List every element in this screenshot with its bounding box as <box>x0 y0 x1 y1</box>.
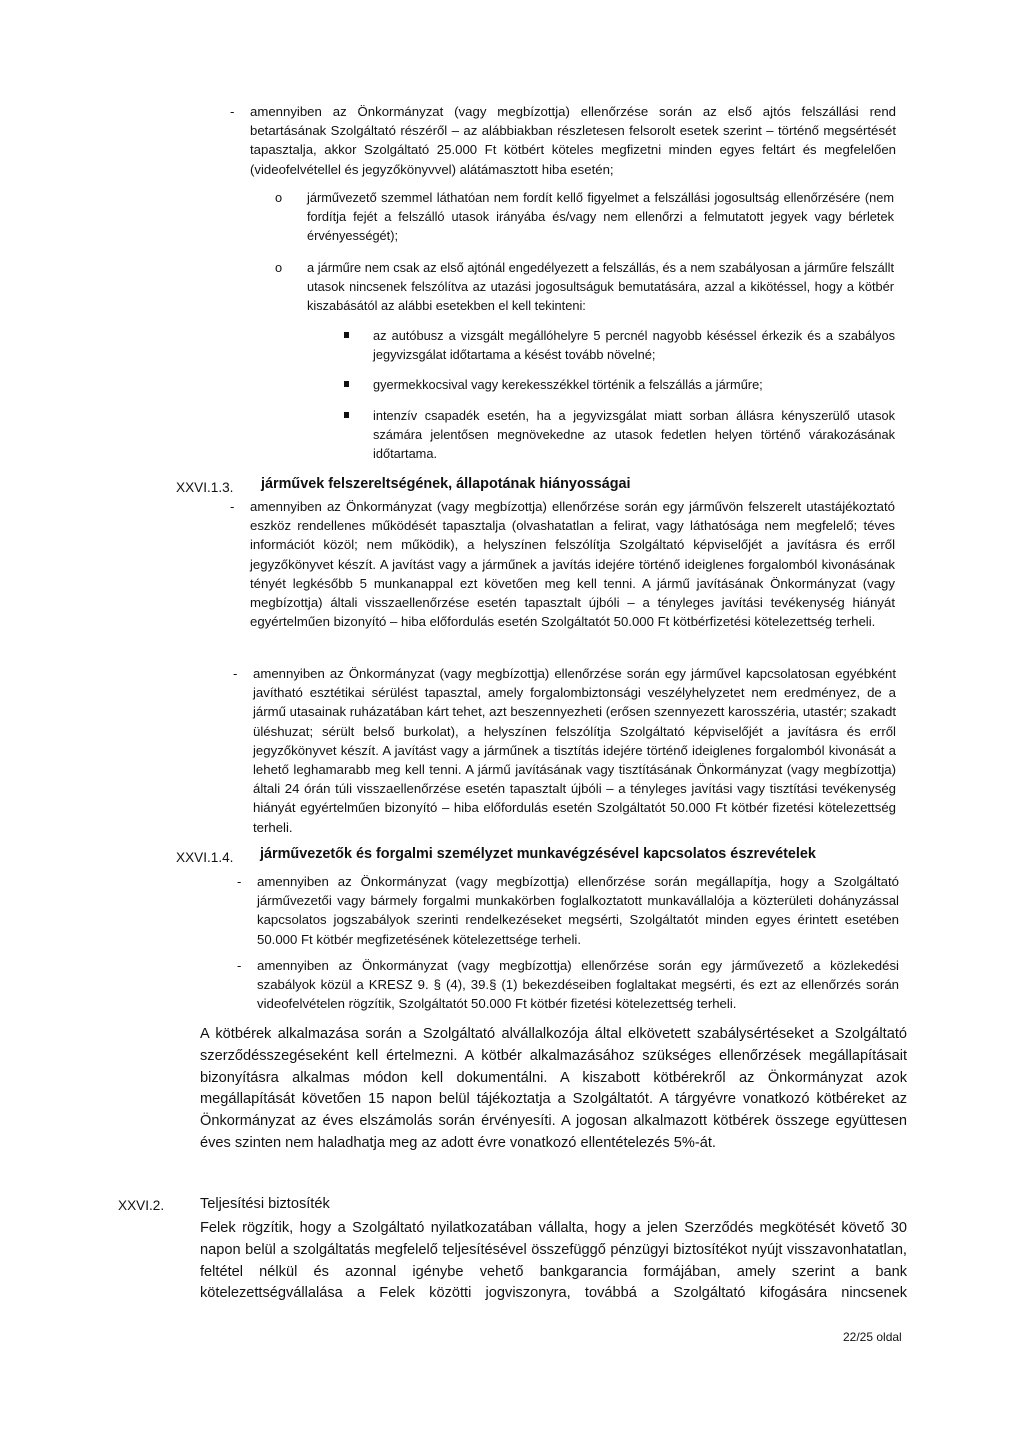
guarantee-paragraph: Felek rögzítik, hogy a Szolgáltató nyilatkozatában vállalta, hogy a jelen Szerződés megkötését követő 30 napon belül a szolgáltatás megfelelő teljesítésével összefüggő pénzügyi biztosítékot nyújt visszavonhatatlan, feltétel nélkül és azonnal igénybe vehető bankgarancia formájában, amely szerint a bank kötelezettségvállalása a Felek közötti jogviszonyra, továbbá a Szolgáltató kifogására nincsenek <box>200 1220 907 1302</box>
list-item <box>237 956 899 1014</box>
section-title: járművek felszereltségének, állapotának hiányosságai <box>261 476 631 492</box>
list-item-text: amennyiben az Önkormányzat (vagy megbízottja) ellenőrzése során megállapítja, hogy a Szolgáltató járművezetői vagy bármely forgalmi munkakörben foglalkoztatott munkavállalója a közterületi dohányzással kapcsolatos jogszabályok szerinti rendelkezéseket megsérti, Szolgáltatót minden egyes érintett esetében 50.000 Ft kötbér megfizetésének kötelezettsége terheli. <box>257 874 899 947</box>
list-item-text: a járműre nem csak az első ajtónál engedélyezett a felszállás, és a nem szabályosan a járműre felszállt utasok nincsenek felszólítva az utazási jogosultságuk bemutatására, azzal a kikötéssel, hogy a kötbér kiszabásától az alábbi esetekben el kell tekinteni: <box>307 260 894 313</box>
page-number: 22/25 oldal <box>843 1330 902 1344</box>
list-item-text: amennyiben az Önkormányzat (vagy megbízottja) ellenőrzése során egy járművön felszerelt utastájékoztató eszköz rendellenes működését tapasztalja (olvashatatlan a felirat, vagy láthatósága nem megfelelő; téves információt közöl; nem működik), a helyszínen felszólítja Szolgáltató képviselőjét a javításra és erről jegyzőkönyvet készít. A javítást vagy a járműnek a javítás idejére történő ideiglenes forgalomból kivonásának tényét legkésőbb 5 munkanappal ezt követően meg kell tenni. A jármű javításának Önkormányzat (vagy megbízottja) általi visszaellenőrzése esetén tapasztalt újbóli – a tényleges javítási tevékenység hiányát egyértelműen bizonyító – hiba előfordulás esetén Szolgáltatót 50.000 Ft kötbérfizetési kötelezettség terheli. <box>250 499 895 630</box>
dash-bullet: - <box>237 958 242 973</box>
circle-bullet: o <box>275 260 283 275</box>
square-bullet-icon <box>344 381 349 387</box>
circle-bullet: o <box>275 190 283 205</box>
list-item-text: amennyiben az Önkormányzat (vagy megbízottja) ellenőrzése során egy járművel kapcsolatosan egyébként javítható esztétikai sérülést tapasztal, amely forgalombiztonsági veszélyhelyzetet nem eredményez, de a jármű utasainak ruházatában kárt tehet, azt beszennyezheti (erősen szennyezett karosszéria, utastér; szakadt üléshuzat; sérült belső burkolat), a helyszínen felszólítja Szolgáltató képviselőjét a javításra és erről jegyzőkönyvet készít. A javítást vagy a járműnek a tisztítás idejére történő ideiglenes forgalomból kivonását a lehető leghamarabb meg kell tenni. A jármű javításának vagy tisztításának Önkormányzat (vagy megbízottja) általi 24 órán túli visszaellenőrzése esetén tapasztalt újbóli – a tényleges javítási vagy tisztítási tevékenység hiányát egyértelműen bizonyító – hiba előfordulás esetén Szolgáltatót 50.000 Ft kötbér fizetési kötelezettség terheli. <box>253 666 896 835</box>
list-item <box>275 258 894 315</box>
dash-bullet: - <box>237 874 242 889</box>
dash-bullet: - <box>233 666 238 681</box>
list-item-text: az autóbusz a vizsgált megállóhelyre 5 percnél nagyobb késéssel érkezik és a szabályos jegyvizsgálat időtartama a késést tovább növelné; <box>373 328 895 362</box>
list-item <box>233 664 896 837</box>
square-bullet-icon <box>344 332 349 338</box>
list-item <box>373 406 895 463</box>
list-item <box>275 188 894 245</box>
list-item-text: amennyiben az Önkormányzat (vagy megbízottja) ellenőrzése során egy járművezető a közlekedési szabályok közül a KRESZ 9. § (4), 39.§ (1) bekezdéseiben foglaltakat megsérti, és ezt az ellenőrzés során videofelvételen rögzítik, Szolgáltatót 50.000 Ft kötbér fizetési kötelezettség terheli. <box>257 958 899 1012</box>
list-item <box>373 326 895 364</box>
section-number: XXVI.2. <box>118 1198 165 1213</box>
square-bullet-icon <box>344 412 349 418</box>
closing-paragraph: A kötbérek alkalmazása során a Szolgáltató alvállalkozója által elkövetett szabálysértéseket a Szolgáltató szerződésszegéseként kell értelmezni. A kötbér alkalmazásához szükséges ellenőrzések megállapításait bizonyításra alkalmas módon kell dokumentálni. A kiszabott kötbérekről az Önkormányzat azok megállapítását követően 15 napon belül tájékoztatja a Szolgáltatót. A tárgyévre vonatkozó kötbéreket az Önkormányzat az éves elszámolás során érvényesíti. A jogosan alkalmazott kötbérek összege együttesen éves szinten nem haladhatja meg az adott évre vonatkozó ellentételezés 5%-át. <box>200 1026 907 1151</box>
dash-bullet: - <box>230 104 235 119</box>
list-item-text: járművezető szemmel láthatóan nem fordít kellő figyelmet a felszállási jogosultság ellenőrzésére (nem fordítja fejét a felszálló utasok irányába és/vagy nem ellenőrzi a felmutatott jegyek vagy bérletek érvényességét); <box>307 190 894 243</box>
list-item <box>230 102 896 179</box>
section-title: Teljesítési biztosíték <box>200 1196 330 1212</box>
list-item <box>237 872 899 949</box>
list-item-text: gyermekkocsival vagy kerekesszékkel történik a felszállás a járműre; <box>373 377 763 392</box>
section-number: XXVI.1.3. <box>176 480 234 495</box>
list-item <box>230 497 895 631</box>
dash-bullet: - <box>230 499 235 514</box>
list-item-text: amennyiben az Önkormányzat (vagy megbízottja) ellenőrzése során az első ajtós felszállási rend betartásának Szolgáltató részéről – az alábbiakban részletesen felsorolt esetek szerint – történő megsértését tapasztalja, akkor Szolgáltató 25.000 Ft kötbért köteles megfizetni minden egyes feltárt és megfelelően (videofelvétellel és jegyzőkönyvvel) alátámasztott hiba esetén; <box>250 104 896 177</box>
list-item-text: intenzív csapadék esetén, ha a jegyvizsgálat miatt sorban állásra kényszerülő utasok számára jelentősen megnövekedne az utasok fedetlen helyen történő várakozásának időtartama. <box>373 408 895 461</box>
list-item <box>373 375 895 394</box>
section-number: XXVI.1.4. <box>176 850 234 865</box>
section-title: járművezetők és forgalmi személyzet munkavégzésével kapcsolatos észrevételek <box>260 846 816 862</box>
